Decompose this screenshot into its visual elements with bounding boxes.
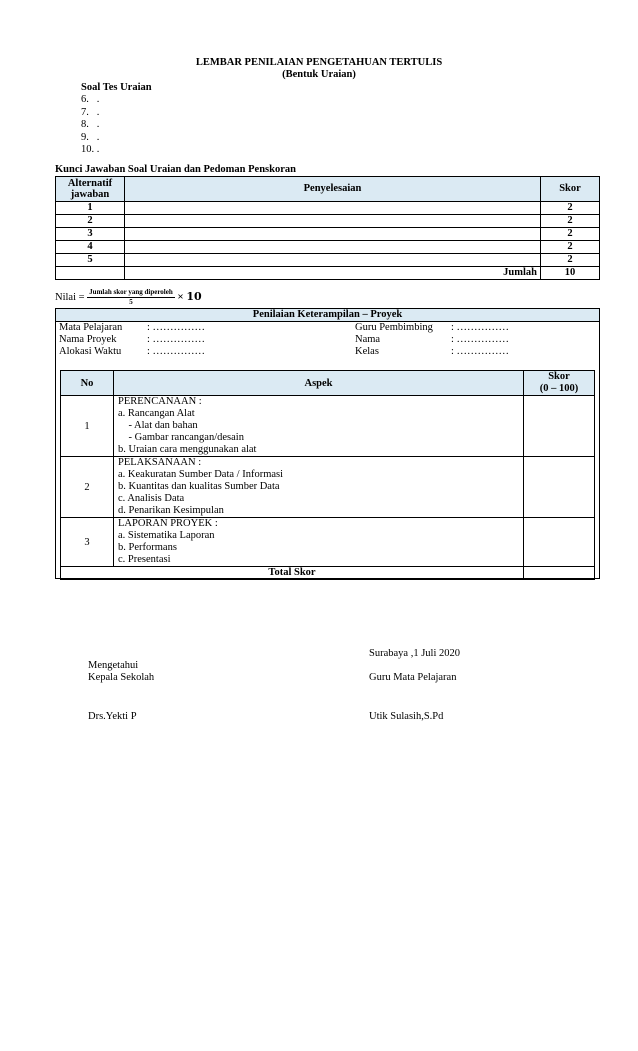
table-row <box>61 518 595 567</box>
col-no: No <box>61 371 114 396</box>
row-no: 3 <box>61 518 114 567</box>
kepala-sekolah: Kepala Sekolah <box>88 672 155 683</box>
soal-item: 6. . <box>81 94 100 105</box>
row-no: 1 <box>56 202 125 215</box>
total-label: Total Skor <box>61 567 524 580</box>
row-skor <box>524 518 595 567</box>
soal-heading: Soal Tes Uraian <box>81 82 152 93</box>
info-value: : …………… <box>451 334 510 345</box>
jumlah-label: Jumlah <box>125 267 541 280</box>
keterampilan-heading: Penilaian Keterampilan – Proyek <box>56 309 599 322</box>
page-title: LEMBAR PENILAIAN PENGETAHUAN TERTULIS <box>195 57 443 68</box>
table-row <box>56 202 600 215</box>
table-row <box>61 457 595 518</box>
row-penyelesaian <box>125 202 541 215</box>
soal-item: 7. . <box>81 106 100 118</box>
row-penyelesaian <box>125 228 541 241</box>
col-skor-label: Skor <box>548 371 570 382</box>
aspek-line: a. Rancangan Alat <box>118 408 195 419</box>
row-penyelesaian <box>125 254 541 267</box>
table-row <box>56 254 600 267</box>
info-value: : …………… <box>451 346 510 357</box>
row-no: 4 <box>56 241 125 254</box>
col-aspek: Aspek <box>114 371 524 396</box>
col-penyelesaian: Penyelesaian <box>125 177 541 202</box>
aspek-line: PERENCANAAN : <box>118 396 202 407</box>
nilai-formula <box>55 288 202 307</box>
table-row <box>56 228 600 241</box>
col-alternatif: Alternatif jawaban <box>56 177 125 202</box>
row-skor: 2 <box>541 215 600 228</box>
row-aspek <box>114 518 524 567</box>
aspek-line: b. Kuantitas dan kualitas Sumber Data <box>118 481 280 492</box>
info-row <box>355 334 509 346</box>
aspek-line: a. Keakuratan Sumber Data / Informasi <box>118 469 284 480</box>
info-label: Guru Pembimbing <box>355 322 433 333</box>
aspek-line: LAPORAN PROYEK : <box>118 518 218 529</box>
table-row <box>56 215 600 228</box>
kunci-table <box>55 176 600 280</box>
table-row <box>61 396 595 457</box>
aspek-line: d. Penarikan Kesimpulan <box>118 505 224 516</box>
aspek-line: - Gambar rancangan/desain <box>118 432 244 443</box>
aspek-line: a. Sistematika Laporan <box>118 530 215 541</box>
page-subtitle: (Bentuk Uraian) <box>282 69 356 80</box>
guru-title: Guru Mata Pelajaran <box>369 672 457 683</box>
nilai-fraction <box>87 288 175 307</box>
row-skor <box>524 457 595 518</box>
total-value <box>524 567 595 580</box>
row-no: 1 <box>61 396 114 457</box>
info-row <box>355 346 509 358</box>
soal-item: 9. . <box>81 131 100 143</box>
info-row <box>59 322 205 334</box>
info-label: Kelas <box>355 346 379 357</box>
row-aspek <box>114 457 524 518</box>
soal-list <box>81 94 99 157</box>
soal-item: 8. . <box>81 119 100 130</box>
mengetahui: Mengetahui <box>88 660 139 671</box>
info-row <box>59 334 205 346</box>
info-label: Nama <box>355 334 381 345</box>
row-no: 2 <box>56 215 125 228</box>
nilai-numerator: Jumlah skor yang diperoleh <box>89 288 173 296</box>
row-penyelesaian <box>125 241 541 254</box>
nilai-denominator: 5 <box>129 298 133 306</box>
jumlah-value: 10 <box>541 267 600 280</box>
row-skor <box>524 396 595 457</box>
info-label: Alokasi Waktu <box>59 346 122 357</box>
row-skor: 2 <box>541 254 600 267</box>
row-no: 3 <box>56 228 125 241</box>
aspek-line: b. Performans <box>118 542 177 553</box>
keterampilan-panel <box>55 308 600 579</box>
table-row <box>56 241 600 254</box>
info-left <box>59 322 205 358</box>
info-label: Mata Pelajaran <box>59 322 123 333</box>
aspek-line: c. Presentasi <box>118 554 171 565</box>
total-row <box>61 567 595 580</box>
row-no: 2 <box>61 457 114 518</box>
guru-name: Utik Sulasih,S.Pd <box>369 711 444 722</box>
row-penyelesaian <box>125 215 541 228</box>
soal-item: 10. . <box>81 144 100 155</box>
row-no: 5 <box>56 254 125 267</box>
aspek-line: PELAKSANAAN : <box>118 457 202 468</box>
jumlah-row <box>56 267 600 280</box>
kunci-heading: Kunci Jawaban Soal Uraian dan Pedoman Penskoran <box>55 164 296 175</box>
info-value: : …………… <box>147 322 206 333</box>
row-skor: 2 <box>541 228 600 241</box>
info-right <box>355 322 509 358</box>
aspek-table <box>60 370 595 580</box>
place-date: Surabaya ,1 Juli 2020 <box>369 648 460 659</box>
aspek-line: - Alat dan bahan <box>118 420 198 431</box>
nilai-label: Nilai = <box>55 291 85 303</box>
col-skor: Skor <box>541 177 600 202</box>
info-value: : …………… <box>147 334 206 345</box>
col-skor <box>524 371 595 396</box>
col-skor-range: (0 – 100) <box>539 383 579 394</box>
info-row <box>355 322 509 334</box>
jumlah-empty <box>56 267 125 280</box>
row-aspek <box>114 396 524 457</box>
kepala-name: Drs.Yekti P <box>88 711 137 722</box>
info-value: : …………… <box>147 346 206 357</box>
info-label: Nama Proyek <box>59 334 117 345</box>
nilai-multiplier: × 𝟏𝟎 <box>177 290 202 303</box>
info-value: : …………… <box>451 322 510 333</box>
row-skor: 2 <box>541 241 600 254</box>
aspek-line: b. Uraian cara menggunakan alat <box>118 444 257 455</box>
row-skor: 2 <box>541 202 600 215</box>
info-row <box>59 346 205 358</box>
aspek-line: c. Analisis Data <box>118 493 185 504</box>
